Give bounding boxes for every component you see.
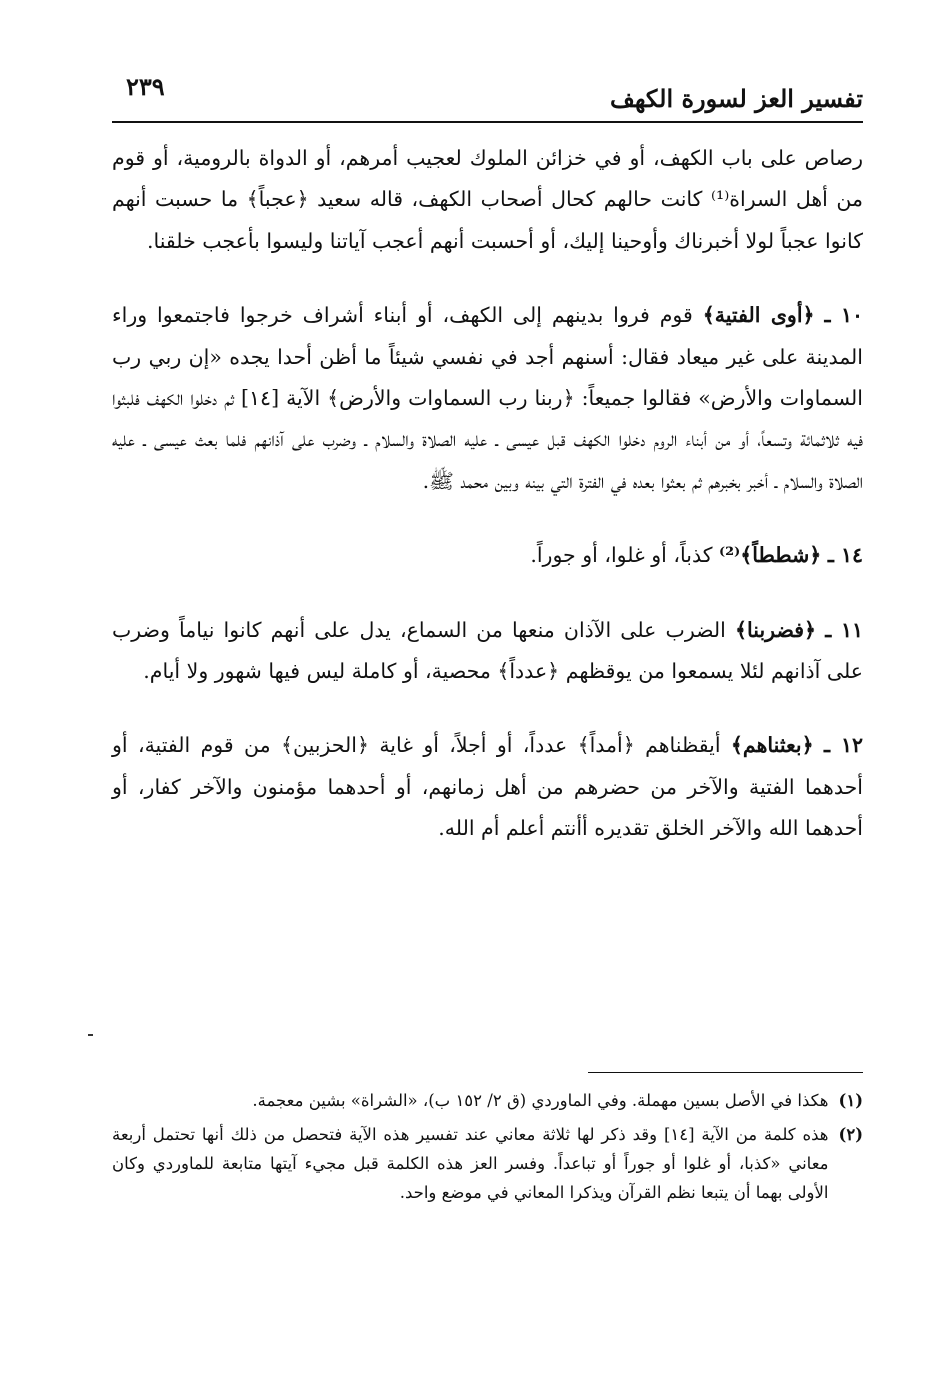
paragraph-text: رصاص على باب الكهف، أو في خزائن الملوك لعجيب أمرهم، أو الدواة بالرومية، أو قوم من أهل السراة⁽¹⁾ كانت حالهم كحال أصحاب الكهف، قاله سعيد ﴿عجباً﴾ ما حسبت أنهم كانوا عجباً لولا أخبرناك وأوحينا إليك، أو أحسبت أنهم أعجب آياتنا وليسوا بأعجب خلقنا. <box>112 146 863 253</box>
page-number: ٢٣٩ <box>126 72 165 101</box>
verse-number: ١٤ ـ <box>827 543 863 568</box>
paragraph-text: الضرب على الآذان منعها من السماع، يدل على أنهم كانوا نياماً وضرب على آذانهم لئلا يسمعوا من يوقظهم ﴿عدداً﴾ محصية، أو كاملة ليس فيها شهور ولا أيام. <box>112 617 863 684</box>
paragraph-text: أيقظناهم ﴿أمداً﴾ عدداً، أو أجلاً، أو غاية ﴿الحزبين﴾ من قوم الفتية، أو أحدهما الفتية والآخر من حضرهم من أهل زمانهم، أو أحدهما مؤمنون والآخر كفار، أو أحدهما الله والآخر الخلق تقديره أأنتم أعلم أم الله. <box>112 733 863 841</box>
quoted-word: ﴿بعثناهم﴾ <box>730 733 814 758</box>
verse-number: ١٢ ـ <box>823 733 863 758</box>
paragraph-continuation <box>112 138 863 262</box>
paragraph-verse-10 <box>112 295 863 502</box>
footnote-text: هكذا في الأصل بسين مهملة. وفي الماوردي (ق ٢/ ١٥٢ ب)، «الشراة» بشين معجمة. <box>252 1091 829 1110</box>
footnote <box>112 1086 863 1115</box>
running-title: تفسير العز لسورة الكهف <box>609 84 863 113</box>
footnotes <box>112 1086 863 1207</box>
main-text <box>112 138 863 850</box>
paragraph-verse-14 <box>112 535 863 576</box>
quoted-word: ﴿فضربنا﴾ <box>735 617 817 642</box>
footnote-number: (١) <box>838 1091 863 1110</box>
quoted-word: ﴿أوى الفتية﴾ <box>702 303 815 328</box>
paragraph-verse-12 <box>112 725 863 849</box>
paragraph-text: كذباً، أو غلوا، أو جوراً. <box>530 543 719 568</box>
running-header <box>112 66 863 116</box>
paragraph-verse-11 <box>112 610 863 693</box>
quoted-word: ﴿شططاً﴾⁽²⁾ <box>719 543 822 568</box>
footnote <box>112 1120 863 1207</box>
stray-mark <box>88 1034 93 1036</box>
footnote-number: (٢) <box>838 1125 863 1144</box>
paragraph-text: قوم فروا بدينهم إلى الكهف، أو أبناء أشراف خرجوا فاجتمعوا وراء المدينة على غير ميعاد فقال: أسنهم أجد في نفسي شيئاً ما أظن أحدا يجده «إن ربي رب السماوات والأرض» فقالوا جميعاً: ﴿ربنا رب السماوات والأرض﴾ الآية [١٤] ثم دخلوا الكهف فلبثوا فيه ثلاثمائة وتسعاً، أو من أبناء الروم دخلوا الكهف قبل عيسى ـ عليه الصلاة والسلام ـ وضرب على آذانهم فلما بعث عيسى ـ عليه الصلاة والسلام ـ أخبر بخبرهم ثم بعثوا بعده في الفترة التي بينه وبين محمد ﷺ. <box>112 303 864 493</box>
footnote-text: هذه كلمة من الآية [١٤] وقد ذكر لها ثلاثة معاني عند تفسير هذه الآية فتحصل من ذلك أنها تحتمل أربعة معاني «كذبا، أو غلوا أو جوراً أو تباعداً. وفسر العز هذه الكلمة قبل مجيء آيتها متابعة للماوردي وكان الأولى بهما أن يتبعا نظم القرآن ويذكرا المعاني في موضع واحد. <box>112 1125 829 1202</box>
header-rule <box>112 121 863 123</box>
verse-number: ١٠ ـ <box>824 303 863 328</box>
verse-number: ١١ ـ <box>825 617 863 642</box>
footnote-rule <box>588 1072 863 1073</box>
